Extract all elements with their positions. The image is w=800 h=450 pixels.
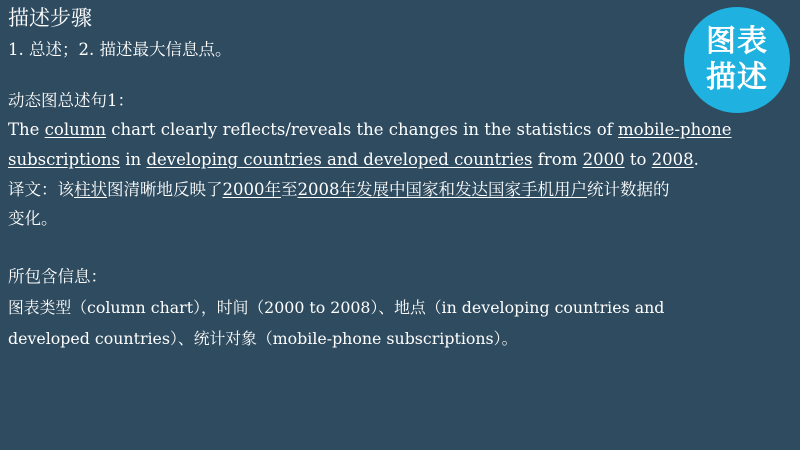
underlined-term: 2008年发展中国家和发达国家手机用户 xyxy=(297,180,587,199)
underlined-term: subscriptions xyxy=(8,150,121,169)
translation-line-2: 变化。 xyxy=(8,209,58,228)
text-fragment: 统计数据的 xyxy=(587,180,670,199)
english-sentence-line-2 xyxy=(8,149,699,171)
text-fragment: 译文：该 xyxy=(8,180,74,199)
steps-line: 1. 总述；2. 描述最大信息点。 xyxy=(8,40,232,59)
text-fragment: to xyxy=(624,150,652,169)
underlined-term: 2000年 xyxy=(222,180,281,199)
underlined-term: column xyxy=(44,120,107,139)
info-line-2: developed countries）、统计对象（mobile-phone subscriptions）。 xyxy=(8,329,518,348)
underlined-term: 2008 xyxy=(651,150,694,169)
chart-description-badge xyxy=(684,7,790,113)
badge-line-2: 描述 xyxy=(706,60,768,95)
text-fragment: in xyxy=(120,150,147,169)
page-title: 描述步骤 xyxy=(8,6,92,30)
text-fragment: . xyxy=(693,150,699,169)
text-fragment: from xyxy=(532,150,583,169)
underlined-term: developing countries and developed countries xyxy=(146,150,533,169)
info-heading: 所包含信息： xyxy=(8,267,107,286)
english-sentence-line-1 xyxy=(8,119,732,141)
underlined-term: mobile-phone xyxy=(617,120,732,139)
text-fragment: 至 xyxy=(281,180,298,199)
text-fragment: The xyxy=(8,120,45,139)
badge-line-1: 图表 xyxy=(706,24,768,59)
text-fragment: 图清晰地反映了 xyxy=(107,180,223,199)
info-line-1: 图表类型（column chart），时间（2000 to 2008）、地点（in developing countries and xyxy=(8,298,665,317)
translation-line-1 xyxy=(8,179,670,201)
sentence-heading: 动态图总述句1： xyxy=(8,91,134,110)
underlined-term: 2000 xyxy=(582,150,625,169)
text-fragment: chart clearly reflects/reveals the changes in the statistics of xyxy=(106,120,618,139)
underlined-term: 柱状 xyxy=(74,180,107,199)
